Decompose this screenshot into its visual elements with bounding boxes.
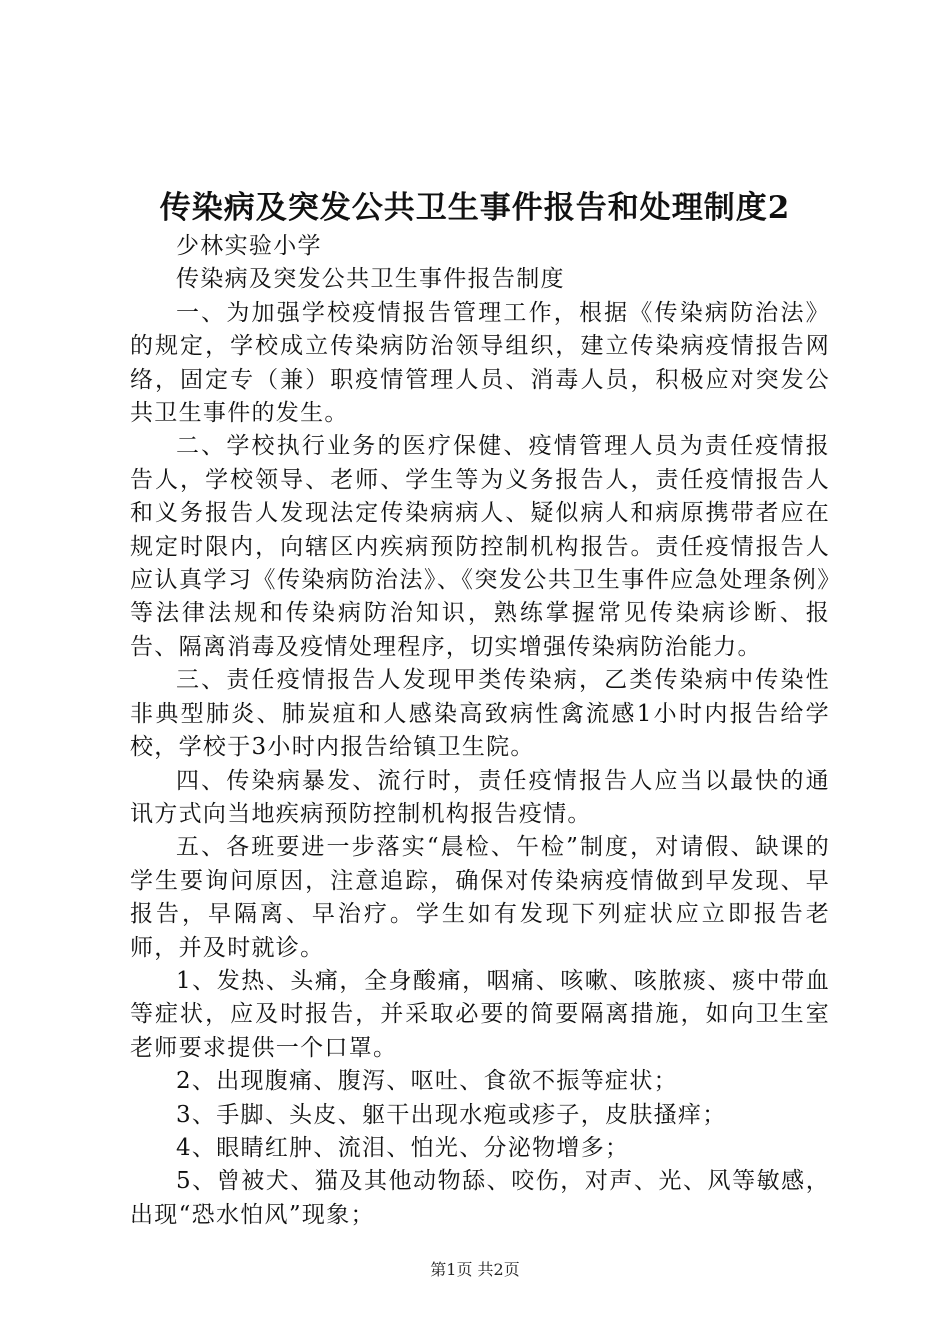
paragraph-3: 三、责任疫情报告人发现甲类传染病，乙类传染病中传染性非典型肺炎、肺炭疽和人感染高致病性禽流感1小时内报告给学校，学校于3小时内报告给镇卫生院。: [130, 667, 830, 761]
document-title: 传染病及突发公共卫生事件报告和处理制度2: [159, 190, 791, 226]
symptom-item-1: 1、发热、头痛，全身酸痛，咽痛、咳嗽、咳脓痰、痰中带血等症状，应及时报告，并采取必要的简要隔离措施，如向卫生室老师要求提供一个口罩。: [130, 967, 830, 1061]
page-footer: 第1页 共2页: [430, 1260, 520, 1279]
paragraph-2: 二、学校执行业务的医疗保健、疫情管理人员为责任疫情报告人，学校领导、老师、学生等为义务报告人，责任疫情报告人和义务报告人发现法定传染病病人、疑似病人和病原携带者应在规定时限内，向辖区内疾病预防控制机构报告。责任疫情报告人应认真学习《传染病防治法》、《突发公共卫生事件应急处理条例》等法律法规和传染病防治知识，熟练掌握常见传染病诊断、报告、隔离消毒及疫情处理程序，切实增强传染病防治能力。: [130, 433, 830, 660]
symptom-item-5: 5、曾被犬、猫及其他动物舔、咬伤，对声、光、风等敏感，出现“恐水怕风”现象；: [130, 1168, 830, 1228]
document-body: [130, 230, 830, 1232]
school-name: 少林实验小学: [176, 233, 322, 259]
symptom-item-3: 3、手脚、头皮、躯干出现水疱或疹子，皮肤搔痒；: [176, 1101, 727, 1128]
paragraph-5: 五、各班要进一步落实“晨检、午检”制度，对请假、缺课的学生要询问原因，注意追踪，确保对传染病疫情做到早发现、早报告，早隔离、早治疗。学生如有发现下列症状应立即报告老师，并及时就诊。: [130, 834, 830, 961]
symptom-item-4: 4、眼睛红肿、流泪、怕光、分泌物增多；: [176, 1134, 630, 1161]
paragraph-4: 四、传染病暴发、流行时，责任疫情报告人应当以最快的通讯方式向当地疾病预防控制机构报告疫情。: [130, 767, 830, 827]
section-heading: 传染病及突发公共卫生事件报告制度: [176, 266, 565, 293]
paragraph-1: 一、为加强学校疫情报告管理工作，根据《传染病防治法》的规定，学校成立传染病防治领导组织，建立传染病疫情报告网络，固定专（兼）职疫情管理人员、消毒人员，积极应对突发公共卫生事件的发生。: [130, 299, 830, 427]
symptom-item-2: 2、出现腹痛、腹泻、呕吐、食欲不振等症状；: [176, 1068, 678, 1095]
